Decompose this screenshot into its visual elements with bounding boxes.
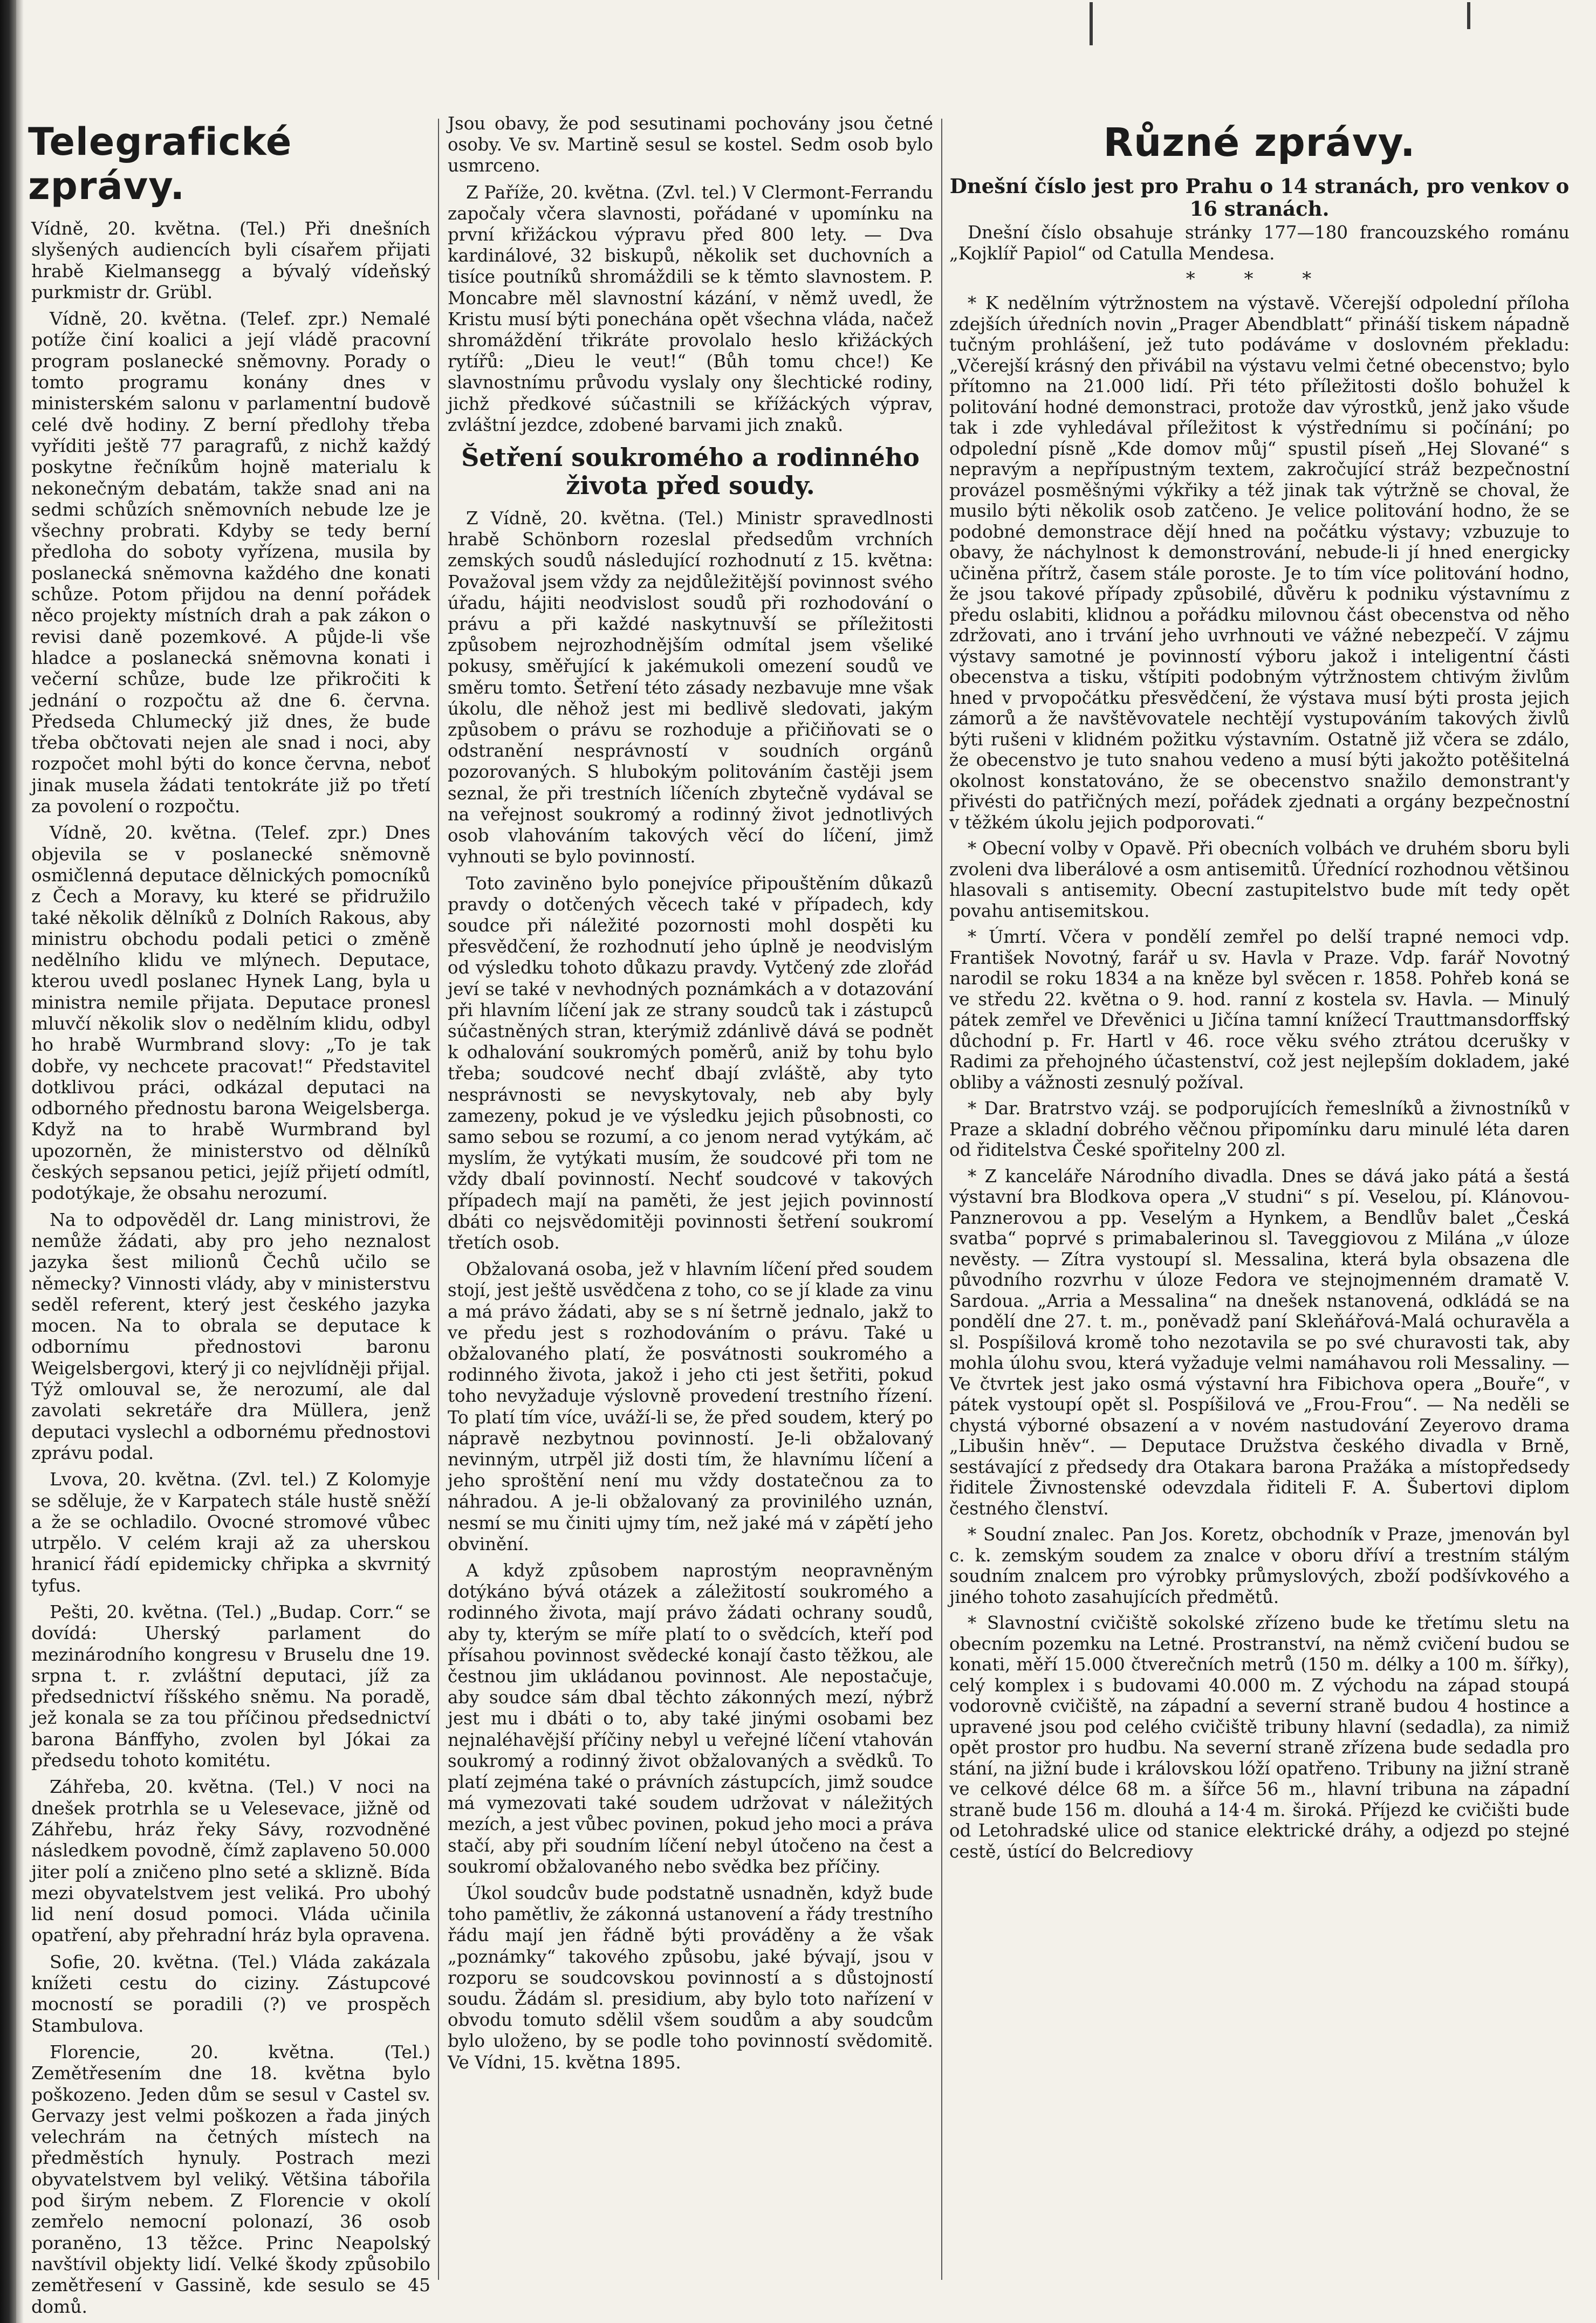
article-paragraph: Toto zaviněno bylo ponejvíce připouštěním důkazů pravdy o dotčených věcech také v případech, kdy soudce při náležité pozornosti mohl dospěti ku přesvědčení, že rozhodnutí jeho úplně je neodvislým od výsledku tohoto důkazu pravdy. Vytčený zde zlořád jeví se také v nevhodných poznámkách a v dotazování při hlavním líčení jak ze strany soudců tak i zástupců súčastněných stran, kterýmiž zdánlivě dává se podnět k odhalování soukromých poměrů, aniž by tohu bylo třeba; soudcové nechť dbají zvláště, aby tyto nesprávnosti se nevyskytovaly, neb aby byly zamezeny, pokud je ve výsledku jejich působnosti, co samo sebou se rozumí, a co jenom nerad vytýkám, ač myslím, že vytýkati musím, že soudcové při tom ne vždy dbalí povinností. Nechť soudcové v takových případech mají na paměti, že jest jejich povinností dbáti co nejsvědomitěji povinnosti šetření soukromí třetích osob. xyxy=(448,873,933,1253)
article-paragraph: Florencie, 20. května. (Tel.) Zemětřesením dne 18. května bylo poškozeno. Jeden dům se sesul v Castel sv. Gervazy jest velmi poškozen a řada jiných velechrám na četných místech na předměstích hynuly. Postrach mezi obyvatelstvem byl veliký. Většina tábořila pod širým nebem. Z Florencie v okolí zemřelo nemocní polonazí, 36 osob poraněno, 13 těžce. Princ Neapolský navštívil objekty lidí. Velké škody způsobilo zemětřesení v Gassině, kde sesulo se 45 domů. xyxy=(31,2041,430,2317)
binding-shadow xyxy=(16,0,24,2323)
page-binding-edge xyxy=(0,0,16,2323)
article-paragraph: Vídně, 20. května. (Telef. zpr.) Dnes objevila se v poslanecké sněmovně osmičlenná deputace dělnických pomocníků z Čech a Moravy, ku které se přidružilo také několik dělníků z Dolních Rakous, aby ministru obchodu podali petici o změně nedělního klidu ve mlýnech. Deputace, kterou uvedl poslanec Hynek Lang, byla u ministra nemile přijata. Deputace pronesl mluvčí několik slov o nedělním klidu, odbyl ho hrabě Wurmbrand slovy: „To je tak dobře, vy nechcete pracovat!“ Představitel dotklivou práci, odkázal deputaci na odborného přednostu barona Weigelsberga. Když na to hrabě Wurmbrand byl upozorněn, že ministerstvo od dělníků českých sepsanou petici, jejíž přijetí odmítl, podotýkaje, že obsahu nerozumí. xyxy=(31,822,430,1204)
news-item: * Z kanceláře Národního divadla. Dnes se dává jako pátá a šestá výstavní bra Blodkova opera „V studni“ s pí. Veselou, pí. Klánovou-Panznerovou a pp. Veselým a Hynkem, a Bendlův balet „Česká svatba“ poprvé s primabalerinou sl. Taveggiovou z Milána „v úloze nevěsty. — Zítra vystoupí sl. Messalina, která byla obsazena dle původního rozvrhu v úloze Fedora ve stejnojmenném dramatě V. Sardoua. „Arria a Messalina“ na dnešek nstanovená, odkládá se na pondělí dne 27. t. m., poněvadž paní Skleňářová-Malá ochuravěla a sl. Pospíšilová kromě toho nezotavila se po své churavosti tak, aby mohla úlohu svou, která vyžaduje velmi namáhavou roli Messaliny. — Ve čtvrtek jest jako osmá výstavní hra Fibichova opera „Bouře“, v pátek vystoupí opět sl. Pospíšilová ve „Frou-Frou“. — Na neděli se chystá výborné obsazení a v novém nastudování Zeyerovo drama „Libušin hněv“. — Deputace Družstva českého divadla v Brně, sestávající z předsedy dra Otakara barona Pražáka a místopředsedy řiditele Živnostenské odevzdala řiditeli F. A. Šubertovi diplom čestného členství. xyxy=(949,1166,1570,1519)
column-rule xyxy=(438,119,439,2280)
article-paragraph: Úkol soudcův bude podstatně usnadněn, když bude toho pamětliv, že zákonná ustanovení a řády trestního řádu mají jen řádně býti prováděny a že však „poznámky“ takového způsobu, jaké bývají, jsou v rozporu se soudcovskou povinností a s důstojností soudu. Žádám sl. presidium, aby bylo toto nařízení v obvodu tomuto sdělil všem soudům a aby soudcům bylo uloženo, by se podle toho povinností svědomitě. Ve Vídni, 15. května 1895. xyxy=(448,1883,933,2073)
article-paragraph: Pešti, 20. května. (Tel.) „Budap. Corr.“ se dovídá: Uherský parlament do mezinárodního kongresu v Bruselu dne 19. srpna t. r. zvláštní deputaci, jíž za předsednictví říšského sněmu. Na poradě, jež konala se za tou příčinou předsednictví barona Bánffyho, zvolen byl Jókai za předsedu tohoto komitétu. xyxy=(31,1601,430,1771)
article-paragraph: Záhřeba, 20. května. (Tel.) V noci na dnešek protrhla se u Velesevace, jižně od Záhřebu, hráz řeky Sávy, rozvodněné následkem povodně, čímž zaplaveno 50.000 jiter polí a zničeno plno seté a sklizně. Bída mezi obyvatelstvem jest veliká. Pro ubohý lid není dosud pomoci. Vláda učinila opatření, aby přehradní hráz byla opravena. xyxy=(31,1776,430,1946)
news-item: * K nedělním výtržnostem na výstavě. Včerejší odpolední příloha zdejších úředních novin „Prager Abendblatt“ přináší tiskem nápadně tučným prohlášení, jež tuto podáváme v doslovném překladu: „Včerejší krásný den přivábil na výstavu velmi četné obecenstvo; bylo přítomno na 21.000 lidí. Při této příležitosti došlo bohužel k politování hodné demonstraci, protože dav výrostků, jenž jako všude tak i zde vyhledával příležitost k výstřednímu si počínání; po odpolední písně „Kde domov můj“ spustil píseň „Hej Slované“ s nepravým a nepřípustným textem, zakročující stráž bezpečnostní provázel posměšnými výkřiky a též jinak tak výtržně se choval, že musilo býti několik osob zatčeno. Je velice politování hodno, že se podobné demonstrace dějí hned na počátku výstavy; vzbuzuje to obavy, že náchylnost k demonstrování, nebude-li jí hned energicky učiněna přítrž, časem stále poroste. Je to tím více politování hodno, že jsou takové případy způsobilé, důvěru k podniku výstavnímu z předu oslabiti, klidnou a pořádku milovnou část obecenstva od něho zdržovati, ano i trvání jeho uvrhnouti ve vážné nebezpečí. V zájmu výstavy samotné je povinností výboru jakož i inteligentní části obecenstva a tisku, vštípiti podobným výtržnostem chtivým živlům hned v prvopočátku přesvědčení, že výstava musí býti prosta jejich zámorů a že navštěvovatele nechtějí vystupováním takových živlů býti rušeni v klidném požitku výstavním. Ostatně již včera se zdálo, že obecenstvo je tuto snahou vedeno a musí býti jakožto potěšitelná okolnost konstatováno, že se obecenstvo snažilo demonstrant'y přivésti do patřičných mezí, pořádek zjednati a orgány bezpečnostní v těžkém úkolu jejich podporovati.“ xyxy=(949,293,1570,833)
section-separator: * * * xyxy=(1186,268,1333,290)
section-title: Různé zprávy. xyxy=(1103,120,1416,165)
news-item: * Obecní volby v Opavě. Při obecních volbách ve druhém sboru byli zvoleni dva liberálové a osm antisemitů. Úřednící rozhodnou většinou hlasovali s antisemity. Obecní zastupitelstvo bude mít tedy opět povahu antisemitskou. xyxy=(949,838,1570,921)
article-paragraph: Lvova, 20. května. (Zvl. tel.) Z Kolomyje se sděluje, že v Karpatech stále hustě sněží a že se ochladilo. Ovocné stromové vůbec utrpělo. V celém kraji až za uherskou hranicí řádí epidemicky chřipka a skvrnitý tyfus. xyxy=(31,1469,430,1596)
article-paragraph: Vídně, 20. května. (Telef. zpr.) Nemalé potíže činí koalici a její vládě pracovní program poslanecké sněmovny. Porady o tomto programu konány dnes v ministerském salonu v parlamentní budově celé dvě hodiny. Z berní předlohy třeba vyříditi ještě 77 paragrafů, z nichž každý poskytne řečníkům hojně materialu k nekonečným debatám, takže snad ani na sedmi schůzích sněmovních nebude lze je všechny probrati. Kdyby se tedy berní předloha do soboty vyřízena, musila by poslanecká sněmovna každého dne konati schůze. Potom přijdou na denní pořádek něco projekty místních drah a pak zákon o revisi daně pozemkové. A půjde-li vše hladce a poslanecká sněmovna konati i večerní schůze, bude lze přikročiti k jednání o rozpočtu až dne 6. června. Předseda Chlumecký již dnes, že bude třeba občtovati nejen ale snad i noci, aby rozpočet mohl býti do konce června, neboť jinak musela žádati tentokráte již po třetí za povolení o rozpočtu. xyxy=(31,308,430,817)
article-heading: Šetření soukromého a rodinného života před soudy. xyxy=(461,443,920,501)
page-top-mark xyxy=(1467,2,1470,29)
article-paragraph: Obžalovaná osoba, jež v hlavním líčení před soudem stojí, jest ještě usvědčena z toho, co se jí klade za vinu a má právo žádati, aby se s ní šetrně jednalo, jakž to ve předu jest s rozhodováním o právu. Také u obžalovaného platí, že posvátnosti soukromého a rodinného života, jakož i jeho cti jest šetřiti, pokud toho nevyžaduje výslovně provedení trestního řízení. To platí tím více, uváží-li se, že před soudem, který po nápravě nezbytnou povinností. Je-li obžalovaný nevinným, utrpěl již dosti tím, že hlavnímu líčení a jeho sproštění není mu vždy dostatečnou za to náhradou. A je-li obžalovaný za provinilého uznán, nesmí se mu činiti ujmy tím, než jaké má v zápětí jeho obvinění. xyxy=(448,1259,933,1554)
column-telegraphic-news xyxy=(28,113,430,2317)
news-item: * Úmrtí. Včera v pondělí zemřel po delší trapné nemoci vdp. František Novotný, farář u sv. Havla v Praze. Vdp. farář Novotný narodil se roku 1834 a na kněze byl svěcen r. 1858. Pohřeb koná se ve středu 22. května o 9. hod. ranní z kostela sv. Havla. — Minulý pátek zemřel ve Dřevěnici u Jičína tamní knížecí Trauttmansdorffský důchodní p. Fr. Hartl v 46. roce věku svého ztrátou dcerušky v Radimi za přehojného účastenství, což jest nejlepším dokladem, jaké obliby a vážnosti zesnulý požíval. xyxy=(949,927,1570,1093)
edition-notice: Dnešní číslo jest pro Prahu o 14 stranách, pro venkov o 16 stranách. xyxy=(949,174,1570,221)
news-item: * Slavnostní cvičiště sokolské zřízeno bude ke třetímu sletu na obecním pozemku na Letné. Prostranství, na němž cvičení budou se konati, měří 15.000 čtverečních metrů (150 m. délky a 100 m. šířky), celý komplex i s budovami 40.000 m. Z východu na západ stoupá vodorovně cvičiště, na západní a severní straně budou 4 hostince a upravené jsou pod celého cvičiště tribuny hlavní (sedadla), za nimiž opět prostor pro hudbu. Na severní straně zřízena bude sedadla pro stání, na jižní bude i královskou lóží opatřeno. Tribuny na jižní straně ve celkové délce 68 m. a šířce 56 m., hlavní tribuna na západní straně bude 156 m. dlouhá a 14·4 m. široká. Příjezd ke cvičišti bude od Letohradské ulice od stanice elektrické dráhy, a odjezd po stejné cestě, ústící do Belcrediovy xyxy=(949,1613,1570,1862)
article-paragraph: Vídně, 20. května. (Tel.) Při dnešních slyšených audiencích byli císařem přijati hrabě Kielmansegg a bývalý vídeňský purkmistr dr. Grübl. xyxy=(31,218,430,303)
article-paragraph: A když způsobem naprostým neopravněným dotýkáno bývá otázek a záležitostí soukromého a rodinného života, mají právo žádati ochrany soudů, aby ty, kterým se míře platí to o svědcích, kteří pod přísahou povinnost svědecké konají často těžkou, ale čestnou jim ukládanou povinnost. Ale nepostačuje, aby soudce sám dbal těchto zákonných mezí, nýbrž jest mu i dbáti o to, aby také jinými osobami bez nejnaléhavější příčiny nebyl u veřejné líčení vtahován soukromý a rodinný život obžalovaných a svědků. To platí zejména také o právních zástupcích, jimž soudce má vymezovati také soudem udržovat v náležitých mezích, a jest vůbec povinen, pokud jeho moci a práva stačí, aby při soudním líčení nebyl útočeno na čest a soukromí obžalovaného nebo svědka bez příčiny. xyxy=(448,1560,933,1877)
article-paragraph: Jsou obavy, že pod sesutinami pochovány jsou četné osoby. Ve sv. Martině sesul se kostel. Sedm osob bylo usmrceno. xyxy=(448,113,933,176)
novel-notice: Dnešní číslo obsahuje stránky 177—180 francouzského románu „Kojklíř Papiol“ od Catulla Mendesa. xyxy=(949,222,1570,264)
column-middle xyxy=(448,113,933,2291)
article-paragraph: Z Vídně, 20. května. (Tel.) Ministr spravedlnosti hrabě Schönborn rozeslal předsedům vrchních zemských soudů následující rozhodnutí z 15. května: Považoval jsem vždy za nejdůležitější povinnost svého úřadu, hájiti neodvislost soudů při rozhodování o právu a při každé naskytnuvší se příležitosti způsobem nejrozhodnějším odmítal jsem všeliké pokusy, směřující k jakémukoli omezení soudů ve směru tomto. Šetření této zásady nezbavuje mne však úkolu, dle něhož jest mi bedlivě sledovati, jakým způsobem o právu se rozhoduje a přičiňovati se o odstranění nesprávností v soudních orgánů pozorovaných. S hlubokým politováním častěji jsem seznal, že při trestních líčeních zbytečně vydával se na veřejnost soukromý a rodinný život jednotlivých osob vlahováním takových věcí do líčení, jimž vyhnouti se bylo povinností. xyxy=(448,508,933,867)
page-top-mark xyxy=(1090,2,1093,45)
article-paragraph: Z Paříže, 20. května. (Zvl. tel.) V Clermont-Ferrandu započaly včera slavnosti, pořádané v upomínku na první křižáckou výpravu před 800 lety. — Dva kardinálové, 32 biskupů, několik set duchovních a tisíce poutníků shromáždili se k těmto slavnostem. P. Moncabre měl slavnostní kázání, v němž uvedl, že Kristu musí býti ponechána opět všechna vláda, načež shromáždění třikráte provolalo heslo křižáckých rytířů: „Dieu le veut!“ (Bůh tomu chce!) Ke slavnostnímu průvodu vyslaly ony šlechtické rodiny, jichž předkové súčastnili se křížáckých výprav, zvláštní jezdce, zdobené barvami jich znaků. xyxy=(448,182,933,435)
article-paragraph: Sofie, 20. května. (Tel.) Vláda zakázala knížeti cestu do ciziny. Zástupcové mocností se poradili (?) ve prospěch Stambulova. xyxy=(31,1951,430,2036)
news-item: * Soudní znalec. Pan Jos. Koretz, obchodník v Praze, jmenován byl c. k. zemským soudem za znalce v oboru dříví a trestním stálým soudním znalcem pro výrobky průmyslových, zboží podšívkového a jiného tohoto zasahujících předmětů. xyxy=(949,1524,1570,1607)
news-item: * Dar. Bratrstvo vzáj. se podporujících řemeslníků a živnostníků v Praze a skladní dobrého věčnou připomínku daru minulé léta daren od řiditelstva České spořitelny 200 zl. xyxy=(949,1098,1570,1160)
column-rule xyxy=(941,119,942,2280)
article-paragraph: Na to odpověděl dr. Lang ministrovi, že nemůže žádati, aby pro jeho neznalost jazyka šest milionů Čechů učilo se německy? Vinnosti vlády, aby v ministerstvu seděl referent, který jest českého jazyka mocen. Na to obrala se deputace k odbornímu přednostovi baronu Weigelsbergovi, který ji co nejvlídněji přijal. Týž omlouval se, že nerozumí, ale dal zavolati sekretáře dra Müllera, jenž deputaci vyslechl a odbornému přednostovi zprávu podal. xyxy=(31,1209,430,1463)
column-various-news xyxy=(949,113,1570,2291)
section-title: Telegrafické zprávy. xyxy=(28,120,292,208)
